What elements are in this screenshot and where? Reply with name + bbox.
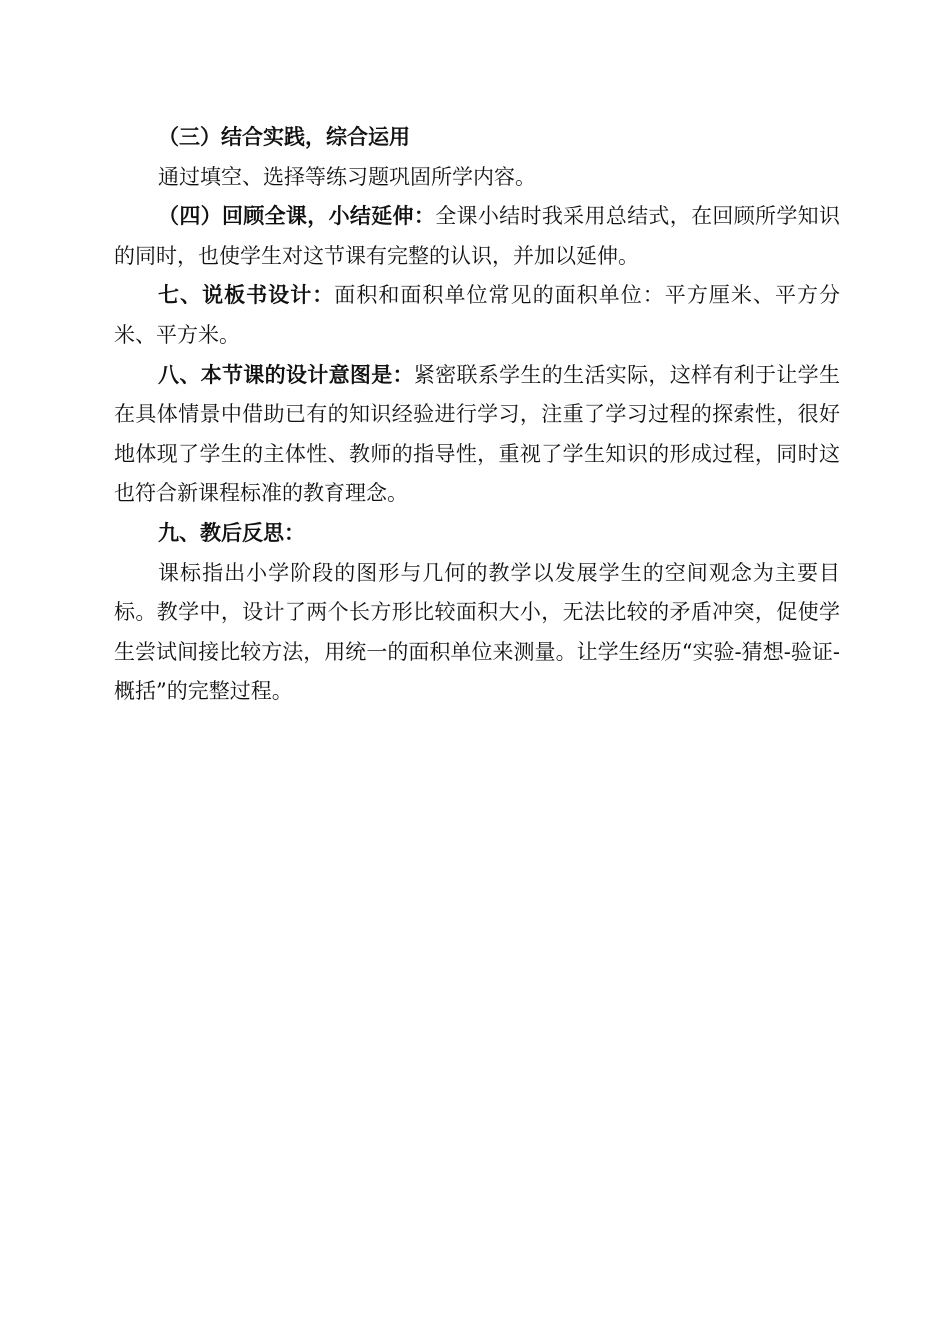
paragraph-reflection-heading	[114, 514, 840, 554]
paragraph-review	[114, 197, 840, 276]
section-heading-practice: （三）结合实践，综合运用	[158, 125, 410, 149]
paragraph-text: 全课小结时我采用总结式，在回顾所学知识的同时，也使学生对这节课有完整的认识，并加以延伸。	[114, 204, 841, 268]
document-body	[114, 118, 840, 712]
paragraph-practice-heading	[114, 118, 840, 158]
section-heading-design-intent: 八、本节课的设计意图是：	[158, 362, 414, 387]
paragraph-board-design	[114, 276, 840, 355]
section-heading-board-design: 七、说板书设计：	[158, 283, 335, 308]
paragraph-text: 通过填空、选择等练习题巩固所学内容。	[158, 164, 536, 189]
section-heading-review: （四）回顾全课，小结延伸：	[158, 204, 436, 229]
paragraph-text: 紧密联系学生的生活实际，这样有利于让学生在具体情景中借助已有的知识经验进行学习，注重了学习过程的探索性，很好地体现了学生的主体性、教师的指导性，重视了学生知识的形成过程，同时这也符合新课程标准的教育理念。	[114, 362, 841, 506]
paragraph-text: 课标指出小学阶段的图形与几何的教学以发展学生的空间观念为主要目标。教学中，设计了两个长方形比较面积大小，无法比较的矛盾冲突，促使学生尝试间接比较方法，用统一的面积单位来测量。让学生经历“实验-猜想-验证-概括”的完整过程。	[114, 560, 840, 704]
paragraph-reflection-body	[114, 554, 840, 712]
section-heading-reflection: 九、教后反思：	[158, 520, 305, 545]
paragraph-practice-body	[114, 158, 840, 198]
paragraph-design-intent	[114, 356, 840, 514]
paragraph-text: 面积和面积单位常见的面积单位：平方厘米、平方分米、平方米。	[114, 283, 841, 347]
